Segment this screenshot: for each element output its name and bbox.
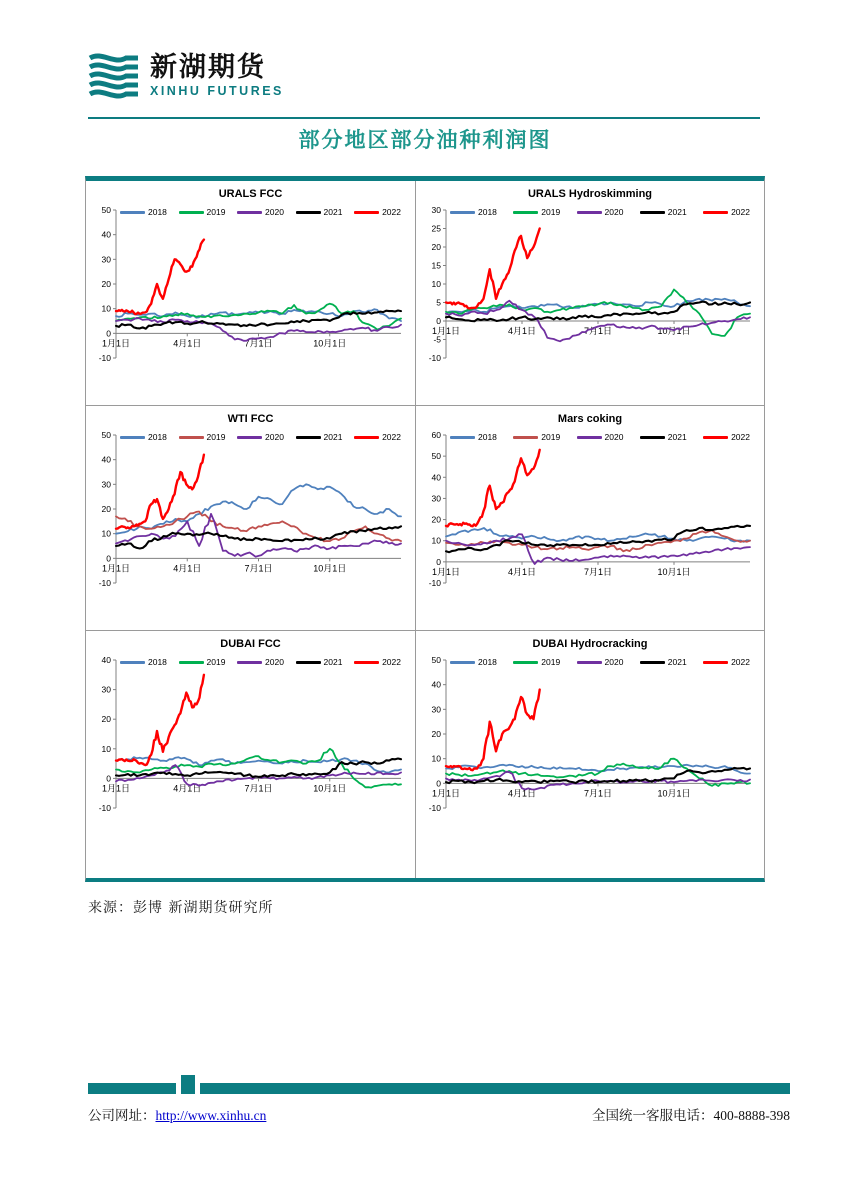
- legend-item-2021: [640, 432, 687, 442]
- legend-item-2018: [120, 657, 167, 667]
- legend-swatch: [296, 436, 321, 439]
- legend-label: 2020: [265, 432, 284, 442]
- svg-text:50: 50: [431, 655, 441, 665]
- svg-text:4月1日: 4月1日: [173, 783, 202, 794]
- legend-swatch: [577, 211, 602, 214]
- chart-legend: [120, 432, 401, 442]
- chart-wti-fcc: [86, 406, 416, 631]
- svg-text:40: 40: [431, 472, 441, 483]
- legend-swatch: [513, 661, 538, 664]
- chart-legend: [120, 207, 401, 217]
- legend-item-2021: [640, 657, 687, 667]
- legend-swatch: [577, 661, 602, 664]
- legend-swatch: [179, 211, 204, 214]
- svg-text:30: 30: [101, 684, 111, 695]
- chart-canvas: [86, 652, 409, 824]
- legend-item-2020: [237, 657, 284, 667]
- svg-text:1月1日: 1月1日: [102, 338, 131, 349]
- legend-item-2020: [577, 432, 624, 442]
- legend-swatch: [513, 211, 538, 214]
- footer-bar-segment: [200, 1083, 790, 1094]
- svg-text:0: 0: [436, 556, 441, 567]
- svg-text:4月1日: 4月1日: [507, 326, 537, 336]
- svg-text:0: 0: [436, 316, 441, 326]
- svg-text:40: 40: [101, 229, 111, 240]
- legend-item-2019: [179, 207, 226, 217]
- chart-title: URALS Hydroskimming: [527, 188, 653, 200]
- service-hotline: 全国统一客服电话：400-8888-398: [592, 1108, 790, 1123]
- legend-swatch: [179, 436, 204, 439]
- svg-text:20: 20: [101, 714, 111, 725]
- chart-dubai-hydrocracking: [416, 631, 764, 878]
- legend-swatch: [237, 211, 262, 214]
- svg-text:0: 0: [106, 328, 111, 339]
- logo-english-name: XINHU FUTURES: [150, 84, 284, 98]
- footer-bar-square: [181, 1075, 195, 1094]
- legend-label: 2019: [206, 207, 226, 217]
- legend-item-2022: [703, 207, 750, 217]
- svg-text:60: 60: [431, 430, 441, 440]
- chart-canvas: [416, 652, 758, 824]
- svg-text:1月1日: 1月1日: [432, 566, 461, 577]
- svg-text:10: 10: [101, 528, 111, 539]
- chart-legend: [120, 657, 401, 667]
- chart-title: DUBAI Hydrocracking: [532, 638, 648, 650]
- legend-label: 2021: [323, 432, 343, 442]
- legend-label: 2021: [323, 207, 343, 217]
- chart-urals-hydroskimming: [416, 181, 764, 406]
- legend-label: 2018: [478, 432, 497, 442]
- chart-mars-coking: [416, 406, 764, 631]
- chart-title: DUBAI FCC: [220, 638, 281, 650]
- legend-item-2018: [120, 207, 167, 217]
- chart-grid: [85, 176, 765, 882]
- legend-item-2018: [120, 432, 167, 442]
- svg-text:1月1日: 1月1日: [102, 783, 131, 794]
- svg-text:-10: -10: [428, 578, 441, 588]
- svg-text:10月1日: 10月1日: [657, 566, 691, 577]
- legend-label: 2022: [382, 432, 401, 442]
- legend-item-2019: [513, 657, 560, 667]
- legend-label: 2018: [478, 657, 497, 667]
- svg-text:7月1日: 7月1日: [583, 566, 613, 577]
- svg-text:4月1日: 4月1日: [507, 788, 537, 799]
- legend-item-2020: [237, 207, 284, 217]
- legend-swatch: [237, 436, 262, 439]
- legend-swatch: [640, 436, 665, 439]
- legend-swatch: [577, 436, 602, 439]
- legend-swatch: [354, 661, 379, 664]
- svg-text:20: 20: [431, 242, 441, 252]
- legend-swatch: [703, 661, 728, 664]
- svg-text:-10: -10: [428, 803, 441, 813]
- legend-swatch: [703, 211, 728, 214]
- legend-label: 2020: [265, 657, 284, 667]
- svg-text:10月1日: 10月1日: [313, 563, 347, 574]
- svg-text:10: 10: [101, 743, 111, 754]
- footer-bar: [88, 1075, 790, 1094]
- legend-item-2021: [296, 657, 343, 667]
- chart-legend: [450, 657, 750, 667]
- svg-text:30: 30: [101, 479, 111, 490]
- legend-label: 2019: [541, 657, 561, 667]
- logo-chinese-name: 新湖期货: [150, 52, 266, 82]
- footer-bar-segment: [88, 1083, 176, 1094]
- legend-swatch: [513, 436, 538, 439]
- svg-text:30: 30: [431, 704, 441, 715]
- legend-swatch: [450, 436, 475, 439]
- company-website: [88, 1104, 266, 1124]
- legend-item-2019: [179, 432, 226, 442]
- legend-label: 2018: [148, 657, 167, 667]
- legend-item-2019: [513, 207, 560, 217]
- legend-item-2020: [237, 432, 284, 442]
- legend-swatch: [450, 211, 475, 214]
- chart-title: URALS FCC: [218, 188, 283, 200]
- svg-text:10: 10: [431, 535, 441, 546]
- legend-swatch: [450, 661, 475, 664]
- svg-text:-10: -10: [98, 353, 111, 363]
- chart-legend: [450, 432, 750, 442]
- svg-text:-5: -5: [433, 334, 441, 345]
- svg-text:1月1日: 1月1日: [432, 326, 461, 336]
- legend-label: 2022: [731, 207, 750, 217]
- svg-text:50: 50: [101, 430, 111, 440]
- page-header: [88, 52, 762, 100]
- svg-text:7月1日: 7月1日: [244, 783, 273, 794]
- legend-item-2022: [703, 657, 750, 667]
- svg-text:50: 50: [431, 451, 441, 462]
- svg-text:10月1日: 10月1日: [657, 326, 691, 336]
- legend-swatch: [296, 211, 321, 214]
- svg-text:7月1日: 7月1日: [583, 788, 613, 799]
- company-logo: [88, 52, 762, 100]
- wave-logo-icon: [88, 52, 140, 100]
- svg-text:40: 40: [101, 454, 111, 465]
- svg-text:25: 25: [431, 223, 441, 234]
- legend-item-2018: [450, 657, 497, 667]
- svg-text:15: 15: [431, 260, 441, 271]
- legend-label: 2020: [604, 432, 624, 442]
- chart-canvas: [416, 427, 758, 599]
- legend-item-2022: [354, 207, 401, 217]
- svg-text:0: 0: [106, 773, 111, 784]
- legend-item-2022: [354, 657, 401, 667]
- legend-label: 2020: [604, 207, 624, 217]
- svg-text:40: 40: [431, 679, 441, 690]
- svg-text:1月1日: 1月1日: [102, 563, 131, 574]
- svg-text:40: 40: [101, 655, 111, 665]
- legend-label: 2022: [731, 432, 750, 442]
- legend-label: 2022: [382, 207, 401, 217]
- legend-item-2019: [179, 657, 226, 667]
- legend-swatch: [703, 436, 728, 439]
- svg-text:4月1日: 4月1日: [173, 563, 202, 574]
- legend-item-2021: [296, 432, 343, 442]
- svg-text:10: 10: [101, 303, 111, 314]
- legend-item-2022: [703, 432, 750, 442]
- svg-text:0: 0: [106, 553, 111, 564]
- svg-text:20: 20: [431, 514, 441, 525]
- legend-swatch: [179, 661, 204, 664]
- chart-canvas: [416, 202, 758, 374]
- legend-swatch: [120, 661, 145, 664]
- chart-legend: [450, 207, 750, 217]
- legend-label: 2018: [148, 207, 167, 217]
- legend-swatch: [120, 436, 145, 439]
- page-title: 部分地区部分油种利润图: [298, 127, 552, 152]
- svg-text:10月1日: 10月1日: [313, 783, 347, 794]
- svg-text:20: 20: [431, 729, 441, 739]
- legend-label: 2018: [148, 432, 167, 442]
- svg-text:7月1日: 7月1日: [244, 563, 273, 574]
- legend-item-2021: [296, 207, 343, 217]
- legend-label: 2018: [478, 207, 497, 217]
- svg-text:-10: -10: [98, 578, 111, 588]
- legend-label: 2021: [667, 657, 687, 667]
- website-label: 公司网址：: [88, 1108, 156, 1123]
- legend-label: 2019: [206, 657, 226, 667]
- legend-label: 2021: [323, 657, 343, 667]
- legend-swatch: [640, 661, 665, 664]
- svg-text:-10: -10: [98, 803, 111, 813]
- legend-label: 2019: [206, 432, 226, 442]
- chart-canvas: [86, 427, 409, 599]
- svg-text:20: 20: [101, 504, 111, 514]
- svg-text:30: 30: [431, 493, 441, 504]
- legend-swatch: [120, 211, 145, 214]
- svg-text:20: 20: [101, 279, 111, 289]
- legend-item-2021: [640, 207, 687, 217]
- legend-item-2022: [354, 432, 401, 442]
- svg-text:10: 10: [431, 753, 441, 764]
- chart-canvas: [86, 202, 409, 374]
- svg-text:1月1日: 1月1日: [432, 788, 461, 799]
- chart-title: WTI FCC: [227, 413, 274, 425]
- svg-text:4月1日: 4月1日: [507, 566, 537, 577]
- legend-swatch: [237, 661, 262, 664]
- legend-swatch: [296, 661, 321, 664]
- svg-text:10: 10: [431, 279, 441, 289]
- data-source-note: 来源：彭博 新湖期货研究所: [88, 900, 274, 916]
- svg-text:7月1日: 7月1日: [583, 326, 613, 336]
- footer-text-row: [88, 1104, 790, 1124]
- svg-text:50: 50: [101, 205, 111, 215]
- legend-label: 2021: [667, 432, 687, 442]
- legend-swatch: [354, 211, 379, 214]
- chart-dubai-fcc: [86, 631, 416, 878]
- svg-text:7月1日: 7月1日: [244, 338, 273, 349]
- legend-label: 2020: [604, 657, 624, 667]
- legend-label: 2022: [382, 657, 401, 667]
- website-link[interactable]: http://www.xinhu.cn: [155, 1108, 267, 1123]
- legend-item-2020: [577, 657, 624, 667]
- legend-label: 2022: [731, 657, 750, 667]
- svg-text:10月1日: 10月1日: [313, 338, 347, 349]
- svg-text:30: 30: [101, 254, 111, 265]
- chart-urals-fcc: [86, 181, 416, 406]
- svg-text:5: 5: [436, 297, 441, 308]
- svg-text:0: 0: [436, 778, 441, 789]
- chart-title: Mars coking: [557, 413, 623, 425]
- svg-text:-10: -10: [428, 353, 441, 363]
- legend-label: 2020: [265, 207, 284, 217]
- legend-label: 2019: [541, 207, 561, 217]
- legend-item-2018: [450, 432, 497, 442]
- legend-item-2019: [513, 432, 560, 442]
- legend-item-2020: [577, 207, 624, 217]
- svg-text:10月1日: 10月1日: [657, 788, 691, 799]
- legend-swatch: [640, 211, 665, 214]
- legend-label: 2021: [667, 207, 687, 217]
- svg-text:4月1日: 4月1日: [173, 338, 202, 349]
- legend-label: 2019: [541, 432, 561, 442]
- legend-item-2018: [450, 207, 497, 217]
- legend-swatch: [354, 436, 379, 439]
- svg-text:30: 30: [431, 205, 441, 215]
- header-divider: [88, 117, 760, 119]
